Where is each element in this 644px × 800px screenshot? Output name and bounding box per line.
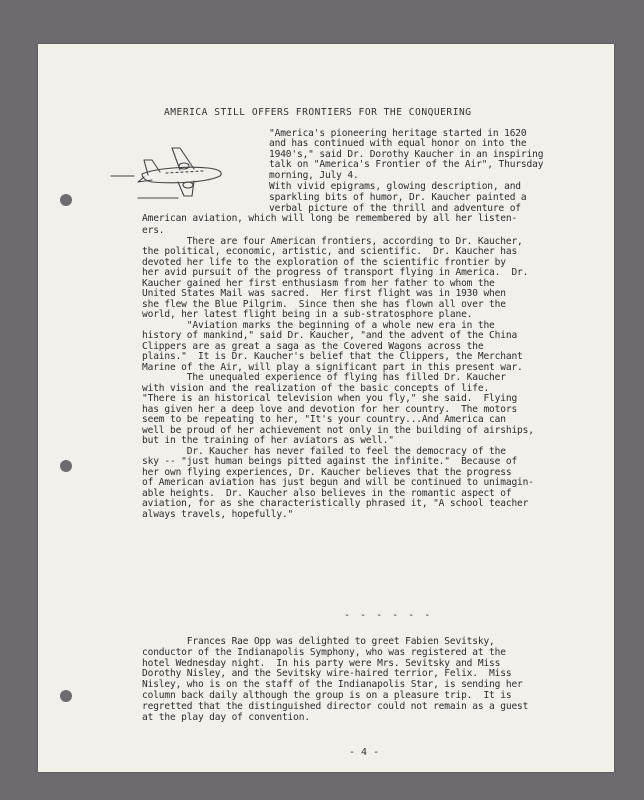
article-line: There are four American frontiers, according to Dr. Kaucher, bbox=[142, 235, 523, 247]
article-line: sky -- "just human beings pitted against the infinite." Because of bbox=[142, 456, 518, 467]
article-line: "America's pioneering heritage started in 1620 bbox=[269, 128, 527, 139]
article-line: plains." It is Dr. Kaucher's belief that the Clippers, the Merchant bbox=[142, 351, 523, 362]
article-line: she flew the Blue Pilgrim. Since then she has flown all over the bbox=[142, 298, 506, 310]
article-line: with vision and the realization of the basic concepts of life. bbox=[142, 382, 490, 394]
article-line: American aviation, which will long be remembered by all her listen- bbox=[142, 213, 518, 224]
page-number: - 4 - bbox=[349, 747, 380, 758]
article-line: and has continued with equal honor on into the bbox=[269, 138, 527, 149]
article-line: history of mankind," said Dr. Kaucher, "and the advent of the China bbox=[142, 330, 518, 341]
article-line: devoted her life to the exploration of the scientific frontier by bbox=[142, 256, 506, 268]
article-line: "Aviation marks the beginning of a whole new era in the bbox=[142, 319, 495, 331]
article-line: conductor of the Indianapolis Symphony, who was registered at the bbox=[142, 646, 506, 658]
punch-hole bbox=[60, 194, 72, 206]
article-line: "There is an historical television when you fly," she said. Flying bbox=[142, 393, 518, 404]
article-line: Kaucher gained her first enthusiasm from her father to whom the bbox=[142, 277, 495, 289]
article-line: Frances Rae Opp was delighted to greet Fabien Sevitsky, bbox=[142, 636, 495, 647]
article-line: has given her a deep love and devotion for her country. The motors bbox=[142, 403, 518, 415]
article-line: With vivid epigrams, glowing description, and bbox=[269, 181, 521, 192]
article-line: her own flying experiences, Dr. Kaucher believes that the progress bbox=[142, 466, 512, 478]
punch-hole bbox=[60, 460, 72, 472]
article-line: morning, July 4. bbox=[269, 170, 359, 181]
article-line: of American aviation has just begun and will be continued to unimagin- bbox=[142, 477, 534, 488]
article-line: able heights. Dr. Kaucher also believes in the romantic aspect of bbox=[142, 487, 512, 499]
article-line: her avid pursuit of the progress of transport flying in America. Dr. bbox=[142, 267, 529, 278]
article-line: regretted that the distinguished director could not remain as a guest bbox=[142, 700, 529, 712]
article-line: well be proud of her achievement not only in the building of airships, bbox=[142, 424, 534, 436]
page-title: AMERICA STILL OFFERS FRONTIERS FOR THE CONQUERING bbox=[164, 107, 472, 118]
article-line: always travels, hopefully." bbox=[142, 508, 294, 520]
article-line: sparkling bits of humor, Dr. Kaucher painted a bbox=[269, 192, 527, 203]
section-divider: - - - - - - bbox=[344, 610, 433, 621]
article-line: Dr. Kaucher has never failed to feel the democracy of the bbox=[142, 445, 506, 457]
article-line: The unequaled experience of flying has filled Dr. Kaucher bbox=[142, 372, 506, 383]
article-line: ers. bbox=[142, 225, 165, 236]
article-line: 1940's," said Dr. Dorothy Kaucher in an inspiring bbox=[269, 149, 544, 160]
article-line: Clippers are as great a saga as the Covered Wagons across the bbox=[142, 340, 484, 352]
article-line: Marine of the Air, will play a significant part in this present war. bbox=[142, 361, 523, 373]
article-line: Dorothy Nisley, and the Sevitsky wire-haired terrior, Felix. Miss bbox=[142, 668, 512, 680]
article-line: hotel Wednesday night. In his party were Mrs. Sevitsky and Miss bbox=[142, 657, 501, 669]
article-line: column back daily although the group is on a pleasure trip. It is bbox=[142, 690, 512, 701]
article-line: at the play day of convention. bbox=[142, 711, 310, 723]
article-line: aviation, for as she characteristically phrased it, "A school teacher bbox=[142, 498, 529, 509]
article-line: seem to be repeating to her, "It's your country...And America can bbox=[142, 414, 506, 425]
article-line: world, her latest flight being in a sub-stratosphore plane. bbox=[142, 309, 473, 320]
article-line: the political, economic, artistic, and scientific. Dr. Kaucher has bbox=[142, 246, 518, 257]
article-line: verbal picture of the thrill and adventure of bbox=[269, 203, 521, 214]
document-page bbox=[38, 44, 614, 772]
article-line: Nisley, who is on the staff of the Indianapolis Star, is sending her bbox=[142, 679, 523, 691]
airplane-sketch-icon bbox=[108, 144, 228, 202]
punch-hole bbox=[60, 690, 72, 702]
article-line: talk on "America's Frontier of the Air", Thursday bbox=[269, 159, 544, 170]
article-line: United States Mail was sacred. Her first flight was in 1930 when bbox=[142, 288, 506, 299]
article-line: but in the training of her aviators as well." bbox=[142, 435, 394, 446]
